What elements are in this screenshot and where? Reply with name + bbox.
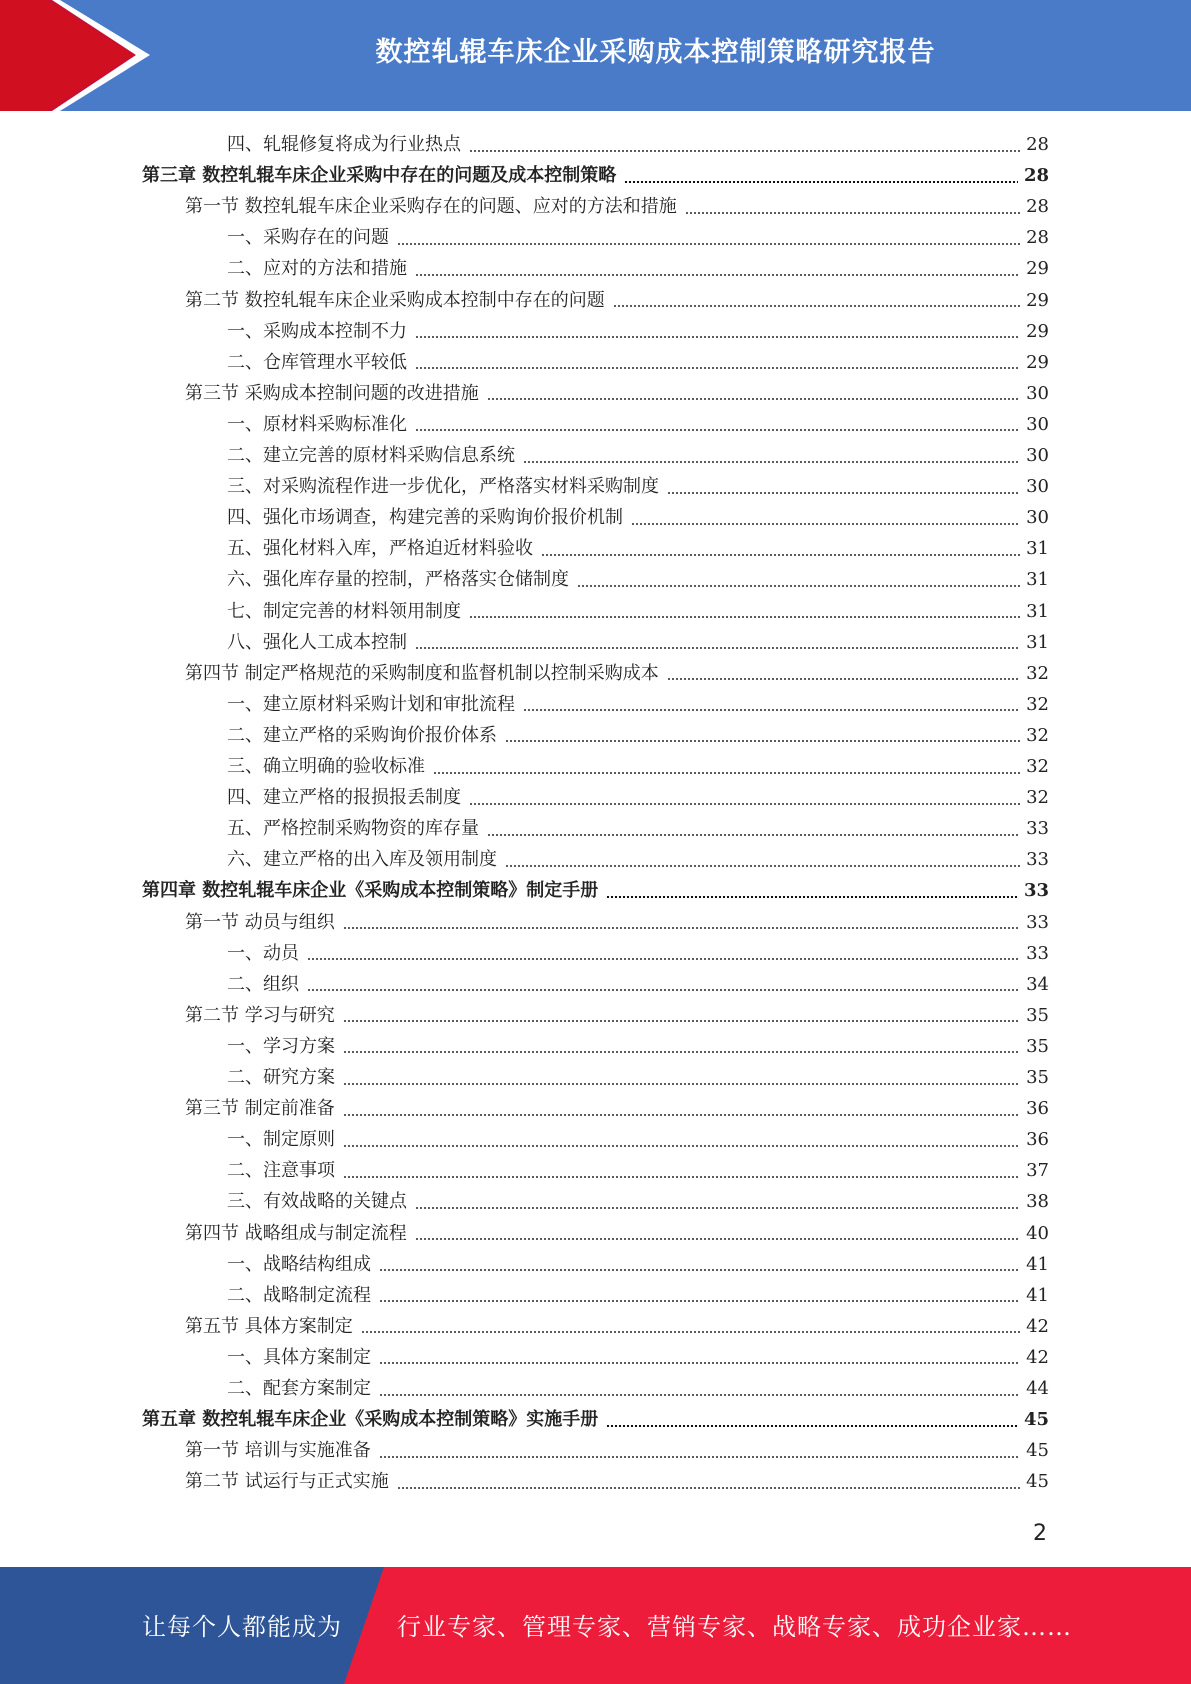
toc-subsection-entry[interactable] [227,1342,1049,1373]
toc-subsection-entry[interactable] [227,596,1049,627]
toc-entry-title: 一、采购成本控制不力 [227,320,407,342]
toc-entry-page: 31 [1026,538,1049,560]
toc-subsection-entry[interactable] [227,440,1049,471]
toc-entry-page: 32 [1026,724,1049,746]
toc-entry-title: 第一节 培训与实施准备 [185,1440,371,1462]
toc-subsection-entry[interactable] [227,720,1049,751]
toc-entry-title: 一、采购存在的问题 [227,227,389,249]
toc-subsection-entry[interactable] [227,253,1049,284]
toc-dot-leader [469,803,1020,805]
toc-dot-leader [343,927,1020,929]
toc-entry-title: 四、强化市场调查，构建完善的采购询价报价机制 [227,507,623,529]
toc-entry-title: 二、配套方案制定 [227,1378,371,1399]
toc-subsection-entry[interactable] [227,782,1049,813]
toc-dot-leader [415,274,1020,276]
toc-entry-page: 42 [1026,1315,1049,1337]
toc-entry-page: 37 [1026,1160,1049,1182]
toc-entry-page: 29 [1026,289,1049,311]
toc-dot-leader [469,616,1020,618]
toc-subsection-entry[interactable] [227,813,1049,844]
toc-dot-leader [343,1176,1020,1178]
toc-entry-title: 第三节 采购成本控制问题的改进措施 [185,382,479,404]
toc-entry-page: 35 [1026,1004,1049,1026]
toc-dot-leader [469,150,1020,152]
toc-subsection-entry[interactable] [227,564,1049,595]
toc-entry-title: 一、具体方案制定 [227,1346,371,1368]
toc-entry-title: 一、学习方案 [227,1035,335,1057]
toc-entry-page: 36 [1026,1129,1049,1151]
toc-subsection-entry[interactable] [227,533,1049,564]
toc-entry-page: 32 [1026,787,1049,809]
toc-entry-title: 第一节 数控轧辊车床企业采购存在的问题、应对的方法和措施 [185,196,677,218]
toc-entry-page: 41 [1026,1253,1049,1275]
toc-entry-title: 二、组织 [227,973,299,995]
toc-section-entry[interactable] [185,1466,1049,1497]
toc-dot-leader [379,1300,1020,1302]
toc-entry-page: 31 [1026,569,1049,591]
toc-entry-page: 29 [1026,351,1049,373]
toc-entry-page: 45 [1026,1471,1049,1493]
toc-dot-leader [343,1051,1020,1053]
toc-subsection-entry[interactable] [227,844,1049,875]
toc-subsection-entry[interactable] [227,471,1049,502]
toc-dot-leader [379,1394,1020,1396]
toc-section-entry[interactable] [185,1435,1049,1466]
toc-entry-title: 一、动员 [227,942,299,964]
toc-subsection-entry[interactable] [227,1373,1049,1404]
report-title: 数控轧辊车床企业采购成本控制策略研究报告 [375,37,936,68]
toc-entry-page: 41 [1026,1284,1049,1306]
toc-entry-title: 八、强化人工成本控制 [227,631,407,653]
toc-entry-title: 五、强化材料入库，严格迫近材料验收 [227,538,533,560]
page-header [0,0,1191,111]
toc-entry-page: 31 [1026,600,1049,622]
toc-subsection-entry[interactable] [227,316,1049,347]
toc-dot-leader [307,989,1020,991]
toc-entry-title: 一、战略结构组成 [227,1253,371,1275]
toc-entry-title: 第三章 数控轧辊车床企业采购中存在的问题及成本控制策略 [142,165,617,187]
toc-section-entry[interactable] [185,658,1049,689]
toc-entry-page: 28 [1026,134,1049,155]
toc-entry-title: 第二节 数控轧辊车床企业采购成本控制中存在的问题 [185,289,605,311]
toc-section-entry[interactable] [185,378,1049,409]
toc-dot-leader [685,212,1020,214]
toc-entry-page: 29 [1026,258,1049,280]
toc-dot-leader [343,1083,1020,1085]
toc-entry-title: 二、研究方案 [227,1067,335,1088]
toc-entry-page: 28 [1026,196,1049,218]
toc-dot-leader [379,1362,1020,1364]
page-number: 2 [1033,1521,1047,1546]
toc-entry-page: 45 [1023,1409,1049,1431]
toc-entry-title: 第五节 具体方案制定 [185,1315,353,1337]
toc-dot-leader [343,1020,1020,1022]
toc-entry-page: 30 [1026,382,1049,404]
toc-dot-leader [415,336,1020,338]
toc-subsection-entry[interactable] [227,689,1049,720]
toc-dot-leader [487,398,1020,400]
toc-entry-page: 30 [1026,445,1049,466]
toc-subsection-entry[interactable] [227,969,1049,1000]
toc-subsection-entry[interactable] [227,1249,1049,1280]
toc-entry-page: 29 [1026,320,1049,342]
toc-dot-leader [667,492,1020,494]
toc-entry-title: 第四节 战略组成与制定流程 [185,1222,407,1244]
toc-chapter-entry[interactable] [142,1404,1049,1435]
toc-entry-title: 第二节 学习与研究 [185,1004,335,1026]
toc-entry-title: 六、建立严格的出入库及领用制度 [227,849,497,871]
toc-entry-title: 二、注意事项 [227,1160,335,1182]
toc-entry-page: 32 [1026,662,1049,684]
toc-dot-leader [379,1269,1020,1271]
toc-entry-page: 40 [1026,1222,1049,1244]
toc-entry-page: 33 [1026,911,1049,933]
toc-chapter-entry[interactable] [142,160,1049,191]
toc-entry-title: 二、战略制定流程 [227,1284,371,1306]
toc-dot-leader [379,1456,1020,1458]
toc-entry-title: 三、对采购流程作进一步优化，严格落实材料采购制度 [227,476,659,498]
toc-subsection-entry[interactable] [227,1031,1049,1062]
toc-entry-title: 第二节 试运行与正式实施 [185,1471,389,1493]
toc-subsection-entry[interactable] [227,751,1049,782]
toc-section-entry[interactable] [185,1218,1049,1249]
toc-entry-title: 一、制定原则 [227,1129,335,1151]
toc-dot-leader [505,740,1020,742]
toc-entry-title: 二、应对的方法和措施 [227,258,407,280]
toc-entry-title: 四、轧辊修复将成为行业热点 [227,134,461,155]
page-footer [0,1567,1191,1684]
toc-entry-page: 33 [1026,849,1049,871]
toc-entry-title: 二、建立完善的原材料采购信息系统 [227,445,515,466]
toc-dot-leader [523,461,1020,463]
toc-entry-page: 36 [1026,1098,1049,1120]
toc-entry-page: 35 [1026,1035,1049,1057]
toc-subsection-entry[interactable] [227,409,1049,440]
toc-subsection-entry[interactable] [227,129,1049,160]
toc-entry-page: 45 [1026,1440,1049,1462]
toc-entry-title: 七、制定完善的材料领用制度 [227,600,461,622]
toc-entry-page: 30 [1026,476,1049,498]
toc-dot-leader [361,1331,1020,1333]
toc-section-entry[interactable] [185,191,1049,222]
toc-dot-leader [397,1487,1020,1489]
toc-subsection-entry[interactable] [227,627,1049,658]
toc-entry-page: 34 [1026,973,1049,995]
toc-entry-page: 31 [1026,631,1049,653]
toc-dot-leader [397,243,1020,245]
toc-dot-leader [667,678,1020,680]
toc-dot-leader [415,647,1020,649]
toc-dot-leader [505,865,1020,867]
toc-entry-title: 第一节 动员与组织 [185,911,335,933]
toc-entry-page: 32 [1026,756,1049,777]
toc-section-entry[interactable] [185,285,1049,316]
toc-entry-page: 33 [1023,880,1049,902]
toc-dot-leader [606,896,1018,898]
toc-section-entry[interactable] [185,907,1049,938]
toc-subsection-entry[interactable] [227,222,1049,253]
toc-section-entry[interactable] [185,1000,1049,1031]
toc-subsection-entry[interactable] [227,347,1049,378]
toc-dot-leader [613,305,1020,307]
toc-dot-leader [415,1207,1020,1209]
toc-dot-leader [624,181,1018,183]
toc-dot-leader [415,429,1020,431]
toc-entry-title: 第三节 制定前准备 [185,1098,335,1120]
toc-entry-title: 二、建立严格的采购询价报价体系 [227,724,497,746]
toc-entry-page: 44 [1026,1378,1049,1399]
toc-dot-leader [415,1238,1020,1240]
toc-entry-title: 二、仓库管理水平较低 [227,351,407,373]
toc-subsection-entry[interactable] [227,938,1049,969]
toc-chapter-entry[interactable] [142,875,1049,906]
toc-dot-leader [606,1425,1018,1427]
toc-dot-leader [541,554,1020,556]
footer-slogan-right: 行业专家、管理专家、营销专家、战略专家、成功企业家…… [397,1613,1072,1641]
toc-section-entry[interactable] [185,1093,1049,1124]
toc-dot-leader [487,834,1020,836]
toc-dot-leader [631,523,1020,525]
toc-entry-title: 三、确立明确的验收标准 [227,756,425,777]
toc-dot-leader [343,1114,1020,1116]
toc-dot-leader [343,1145,1020,1147]
toc-entry-page: 30 [1026,413,1049,435]
toc-entry-title: 第五章 数控轧辊车床企业《采购成本控制策略》实施手册 [142,1409,599,1431]
toc-subsection-entry[interactable] [227,1062,1049,1093]
toc-subsection-entry[interactable] [227,1280,1049,1311]
toc-entry-page: 42 [1026,1346,1049,1368]
header-chevron-decoration [0,0,150,111]
toc-subsection-entry[interactable] [227,502,1049,533]
footer-slogan-left: 让每个人都能成为 [142,1613,342,1641]
toc-dot-leader [523,709,1020,711]
toc-subsection-entry[interactable] [227,1186,1049,1217]
toc-subsection-entry[interactable] [227,1124,1049,1155]
toc-entry-page: 38 [1026,1191,1049,1213]
toc-entry-page: 32 [1026,693,1049,715]
toc-entry-page: 28 [1026,227,1049,249]
toc-dot-leader [577,585,1020,587]
toc-entry-title: 四、建立严格的报损报丢制度 [227,787,461,809]
toc-entry-page: 33 [1026,942,1049,964]
toc-subsection-entry[interactable] [227,1155,1049,1186]
toc-entry-title: 一、原材料采购标准化 [227,413,407,435]
toc-entry-title: 三、有效战略的关键点 [227,1191,407,1213]
toc-entry-title: 第四章 数控轧辊车床企业《采购成本控制策略》制定手册 [142,880,599,902]
toc-dot-leader [307,958,1020,960]
toc-entry-page: 30 [1026,507,1049,529]
toc-dot-leader [433,772,1020,774]
toc-entry-page: 35 [1026,1067,1049,1088]
toc-entry-title: 五、严格控制采购物资的库存量 [227,818,479,840]
toc-section-entry[interactable] [185,1311,1049,1342]
toc-dot-leader [415,367,1020,369]
toc-entry-page: 33 [1026,818,1049,840]
toc-entry-title: 一、建立原材料采购计划和审批流程 [227,693,515,715]
toc-entry-page: 28 [1023,165,1049,187]
toc-entry-title: 第四节 制定严格规范的采购制度和监督机制以控制采购成本 [185,662,659,684]
toc-entry-title: 六、强化库存量的控制，严格落实仓储制度 [227,569,569,591]
